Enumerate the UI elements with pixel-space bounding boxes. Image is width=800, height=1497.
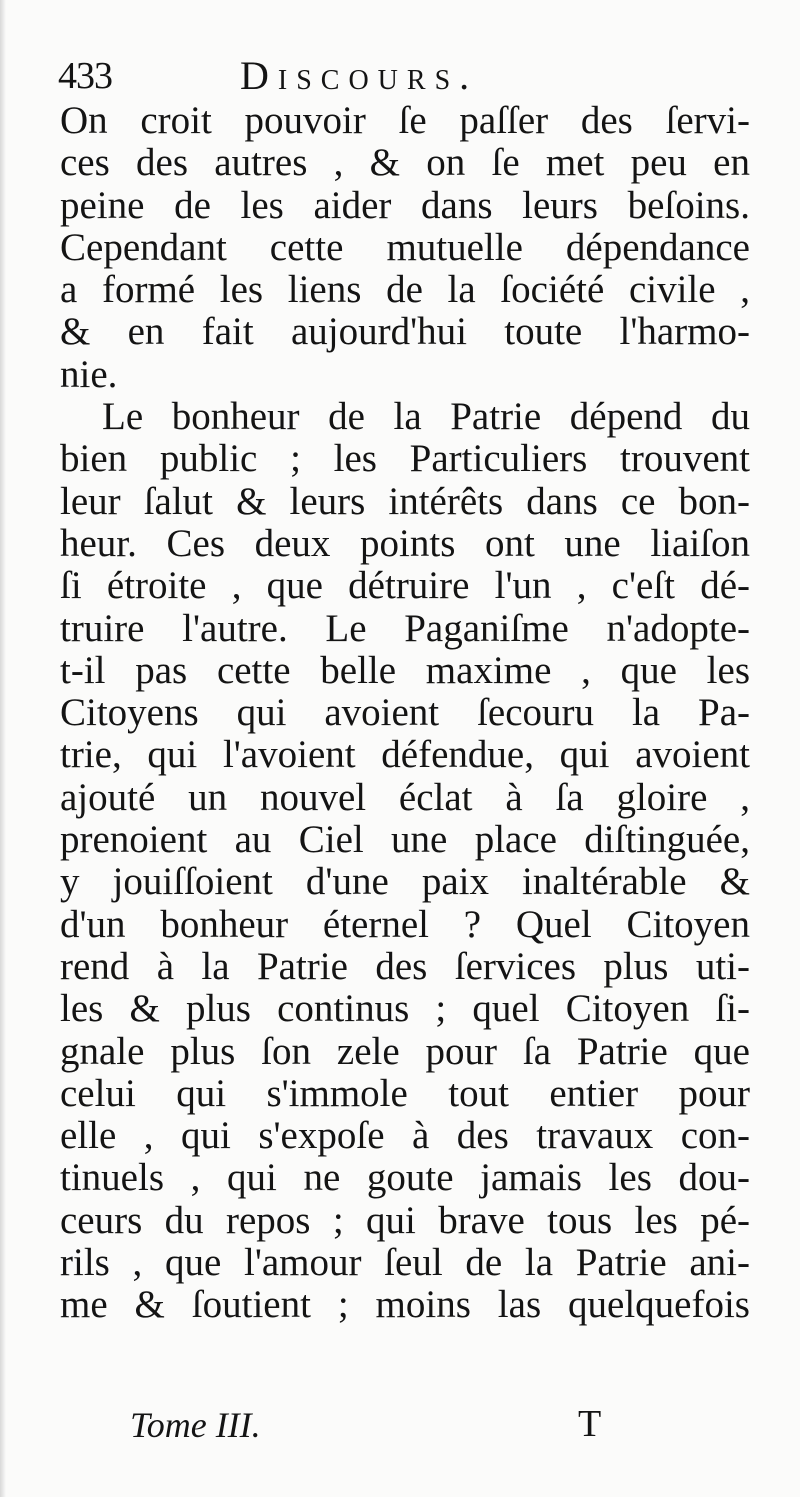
- text-line: Cependant cette mutuelle dépendance: [60, 225, 750, 269]
- text-line: leur ſalut & leurs intérêts dans ce bon-: [60, 479, 750, 523]
- text-line: Le bonheur de la Patrie dépend du: [102, 395, 750, 439]
- page-number: 433: [58, 55, 112, 97]
- text-line: les & plus continus ; quel Citoyen ſi-: [60, 987, 750, 1031]
- signature-mark: T: [578, 1403, 602, 1445]
- text-line: tinuels , qui ne goute jamais les dou-: [60, 1156, 750, 1200]
- text-line: d'un bonheur éternel ? Quel Citoyen: [60, 902, 750, 946]
- text-line: gnale plus ſon zele pour ſa Patrie que: [60, 1029, 750, 1073]
- text-line: me & ſoutient ; moins las quelquefois: [60, 1283, 750, 1327]
- text-line: trie, qui l'avoient défendue, qui avoient: [60, 733, 750, 777]
- text-line: Citoyens qui avoient ſecouru la Pa-: [60, 691, 750, 735]
- text-line: rils , que l'amour ſeul de la Patrie ani-: [60, 1241, 750, 1285]
- text-line: truire l'autre. Le Paganiſme n'adopte-: [60, 606, 750, 650]
- page-edge-shadow: [0, 0, 6, 1497]
- text-line: celui qui s'immole tout entier pour: [60, 1071, 750, 1115]
- text-line: bien public ; les Particuliers trouvent: [60, 437, 750, 481]
- text-line: peine de les aider dans leurs beſoins.: [60, 183, 750, 227]
- text-line: On croit pouvoir ſe paſſer des ſervi-: [60, 99, 750, 142]
- text-line: a formé les liens de la ſociété civile ,: [60, 268, 750, 312]
- text-line: rend à la Patrie des ſervices plus uti-: [60, 944, 750, 988]
- text-line: ſi étroite , que détruire l'un , c'eſt dé-: [60, 564, 750, 608]
- text-line: & en fait aujourd'hui toute l'harmo-: [60, 310, 750, 354]
- text-line: t-il pas cette belle maxime , que les: [60, 648, 750, 692]
- text-line: nie.: [60, 352, 118, 396]
- volume-label: Tome III.: [130, 1405, 261, 1445]
- text-line: heur. Ces deux points ont une liaiſon: [60, 521, 750, 565]
- text-line: ajouté un nouvel éclat à ſa gloire ,: [60, 775, 750, 819]
- page-footer: [130, 1404, 630, 1454]
- running-title: Discours.: [240, 53, 479, 98]
- text-line: prenoient au Ciel une place diſtinguée,: [60, 818, 750, 862]
- text-line: y jouiſſoient d'une paix inaltérable &: [60, 860, 750, 904]
- body-text: [60, 100, 750, 1327]
- text-line: ceurs du repos ; qui brave tous les pé-: [60, 1198, 750, 1242]
- text-line: ces des autres , & on ſe met peu en: [60, 141, 750, 185]
- running-header: [58, 52, 758, 102]
- text-line: elle , qui s'expoſe à des travaux con-: [60, 1114, 750, 1158]
